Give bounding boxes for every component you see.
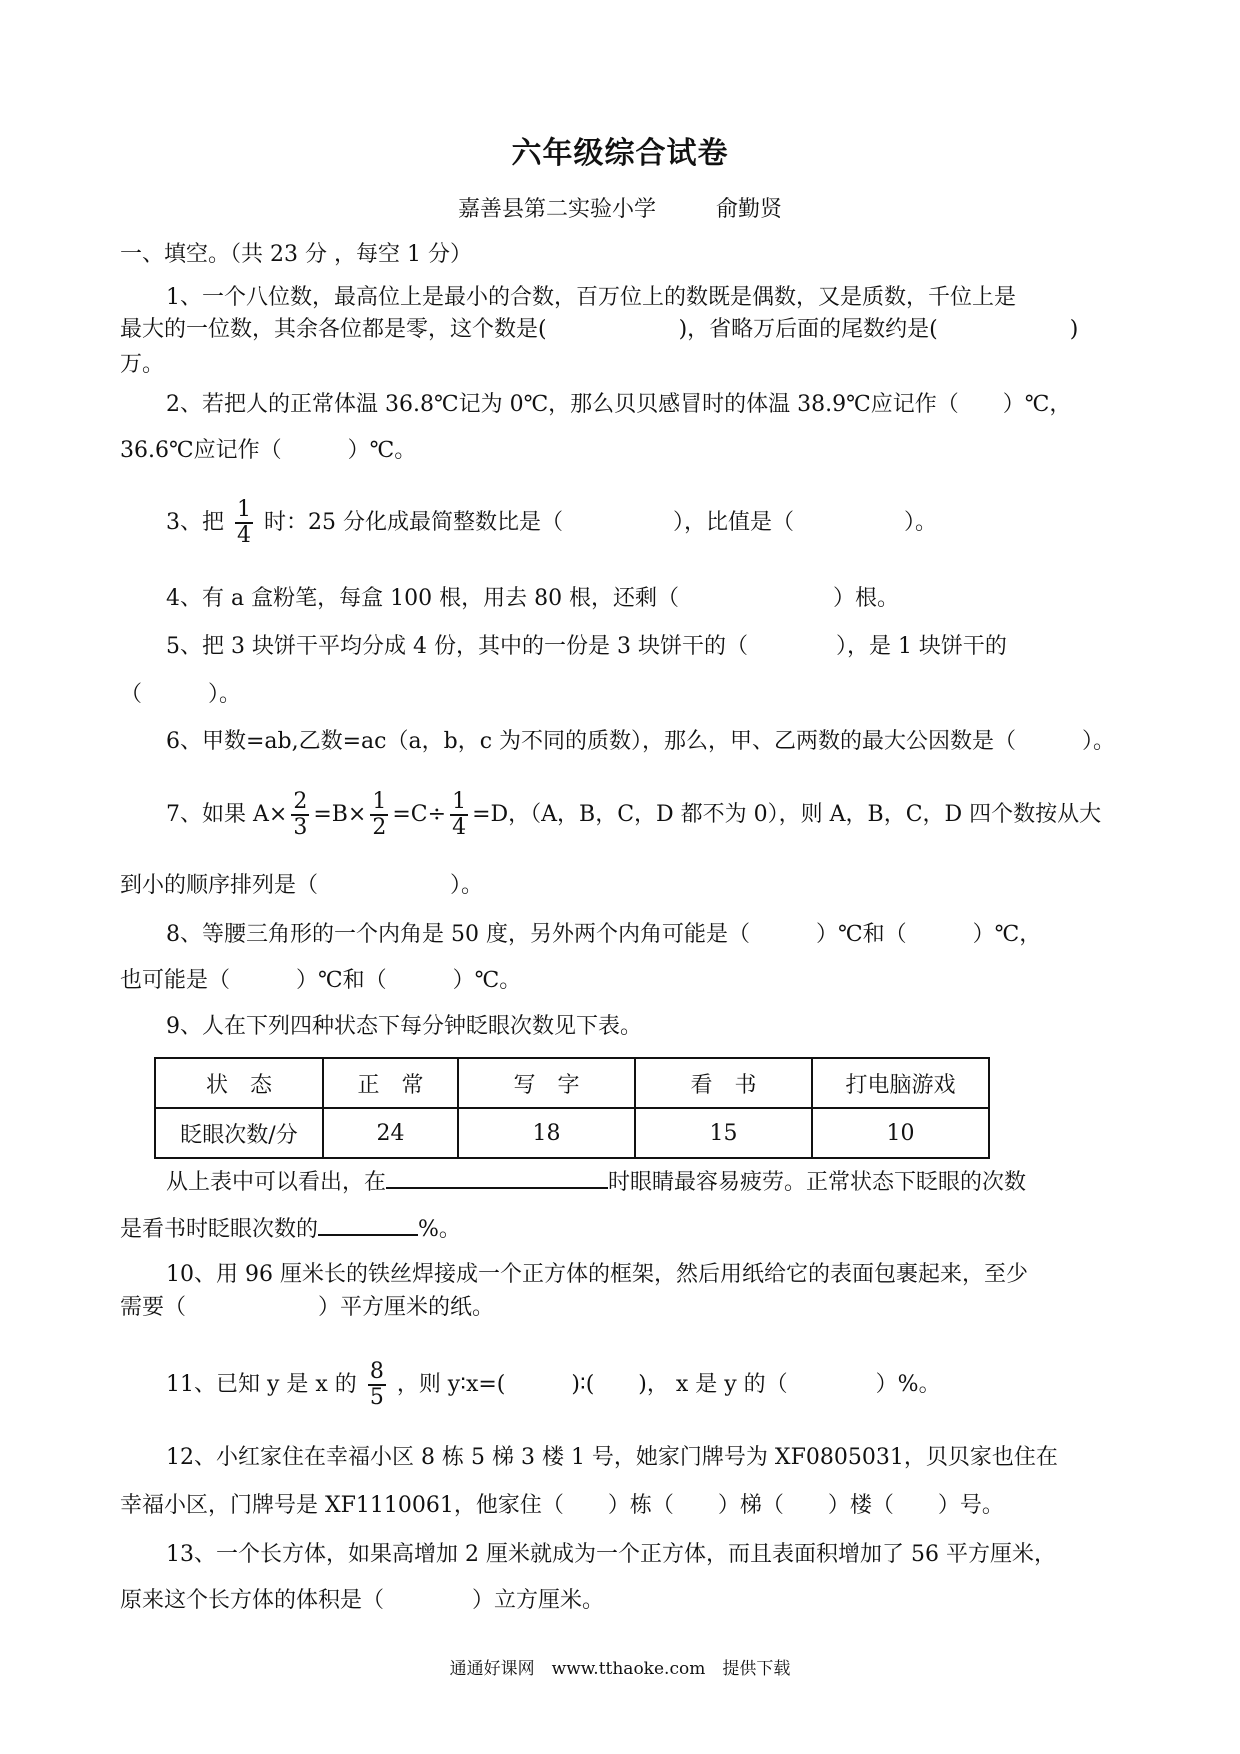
fraction-denominator: 2 (372, 815, 387, 840)
table-header-row (155, 1058, 989, 1108)
q1-line-2: 最大的一位数，其余各位都是零，这个数是( )，省略万后面的尾数约是( ) (120, 317, 1079, 342)
page-footer: 通通好课网 www.tthaoke.com 提供下载 (449, 1659, 791, 1679)
answer-blank[interactable] (318, 1210, 418, 1236)
q13-line-1: 13、一个长方体，如果高增加 2 厘米就成为一个正方体，而且表面积增加了 56 平方厘米， (166, 1542, 1056, 1567)
q9-after-1b: 时眼睛最容易疲劳。正常状态下眨眼的次数 (608, 1170, 1027, 1195)
q7-part-4: =D，（A，B，C，D 都不为 0），则 A，B，C，D 四个数按从大 (472, 802, 1102, 827)
q2-line-1: 2、若把人的正常体温 36.8℃记为 0℃，那么贝贝感冒时的体温 38.9℃应记作（ ）℃， (166, 392, 1072, 417)
q7-line-1 (166, 790, 1128, 840)
table-cell: 24 (323, 1108, 458, 1158)
q7-part-1: 7、如果 A× (166, 802, 288, 827)
q7-part-3: =C÷ (392, 802, 447, 827)
q9-intro: 9、人在下列四种状态下每分钟眨眼次数见下表。 (166, 1014, 642, 1039)
table-row (155, 1108, 989, 1158)
q5-line-2: （ ）。 (120, 682, 242, 707)
q10-line-1: 10、用 96 厘米长的铁丝焊接成一个正方体的框架，然后用纸给它的表面包裹起来，至少 (166, 1262, 1028, 1287)
q11-prefix: 11、已知 y 是 x 的 (166, 1372, 357, 1397)
answer-blank[interactable] (386, 1163, 608, 1189)
table-header-cell: 看 书 (635, 1058, 812, 1108)
q7-fraction-3 (450, 790, 468, 840)
table-cell: 10 (812, 1108, 989, 1158)
table-header-cell: 状 态 (155, 1058, 323, 1108)
table-header-cell: 打电脑游戏 (812, 1058, 989, 1108)
blink-table (154, 1057, 990, 1159)
table-cell: 15 (635, 1108, 812, 1158)
q11-suffix: ，则 y∶x=( )∶( )， x 是 y 的（ ）%。 (396, 1372, 941, 1397)
q12-line-1: 12、小红家住在幸福小区 8 栋 5 梯 3 楼 1 号，她家门牌号为 XF0805031，贝贝家也住在 (166, 1445, 1058, 1470)
table-header-cell: 写 字 (458, 1058, 635, 1108)
q3-suffix: 时：25 分化成最简整数比是（ ），比值是（ ）。 (264, 510, 937, 535)
table-cell: 眨眼次数/分 (155, 1108, 323, 1158)
q11-line (166, 1360, 1128, 1410)
table-header-cell: 正 常 (323, 1058, 458, 1108)
fraction-numerator: 2 (293, 789, 308, 814)
q11-fraction (368, 1360, 386, 1410)
q1-line-3: 万。 (120, 352, 165, 377)
q7-fraction-2 (370, 790, 388, 840)
q9-after-2a: 是看书时眨眼次数的 (120, 1217, 319, 1242)
q4-line: 4、有 a 盒粉笔，每盒 100 根，用去 80 根，还剩（ ）根。 (166, 586, 900, 611)
fraction-denominator: 4 (452, 815, 467, 840)
q13-line-2: 原来这个长方体的体积是（ ）立方厘米。 (120, 1588, 605, 1613)
section-heading: 一、填空。（共 23 分 ，每空 1 分） (120, 242, 472, 267)
fraction-numerator: 1 (237, 497, 251, 522)
q5-line-1: 5、把 3 块饼干平均分成 4 份，其中的一份是 3 块饼干的（ ），是 1 块饼干的 (166, 634, 1007, 659)
page-title: 六年级综合试卷 (511, 136, 729, 171)
q3-fraction (235, 498, 253, 548)
q2-line-2: 36.6℃应记作（ ）℃。 (120, 438, 417, 463)
q12-line-2: 幸福小区，门牌号是 XF1110061，他家住（ ）栋（ ）梯（ ）楼（ ）号。 (120, 1493, 1004, 1518)
q9-after-line-1 (166, 1163, 1128, 1198)
q7-line-2: 到小的顺序排列是（ ）。 (120, 873, 484, 898)
q9-after-line-2 (120, 1210, 1128, 1245)
fraction-denominator: 5 (369, 1385, 384, 1410)
school-name: 嘉善县第二实验小学 (457, 197, 656, 222)
table-cell: 18 (458, 1108, 635, 1158)
subtitle (0, 192, 1240, 223)
fraction-numerator: 1 (452, 789, 467, 814)
fraction-numerator: 1 (372, 789, 387, 814)
q10-line-2: 需要（ ）平方厘米的纸。 (120, 1295, 495, 1320)
fraction-denominator: 3 (293, 815, 308, 840)
q6-line: 6、甲数=ab,乙数=ac（a，b，c 为不同的质数），那么，甲、乙两数的最大公因数是（ ）。 (166, 729, 1116, 754)
q7-part-2: =B× (313, 802, 367, 827)
q1-line-1: 1、一个八位数，最高位上是最小的合数，百万位上的数既是偶数，又是质数，千位上是 (166, 285, 1016, 310)
q8-line-2: 也可能是（ ）℃和（ ）℃。 (120, 968, 522, 993)
q9-after-1a: 从上表中可以看出，在 (166, 1170, 387, 1195)
q3-line (166, 498, 1128, 548)
q8-line-1: 8、等腰三角形的一个内角是 50 度，另外两个内角可能是（ ）℃和（ ）℃， (166, 922, 1042, 947)
q7-fraction-1 (291, 790, 309, 840)
q9-after-2b: %。 (418, 1217, 461, 1242)
author-name: 俞勤贤 (716, 197, 783, 222)
q3-prefix: 3、把 (166, 510, 224, 535)
fraction-numerator: 8 (369, 1359, 384, 1384)
fraction-denominator: 4 (237, 523, 251, 548)
